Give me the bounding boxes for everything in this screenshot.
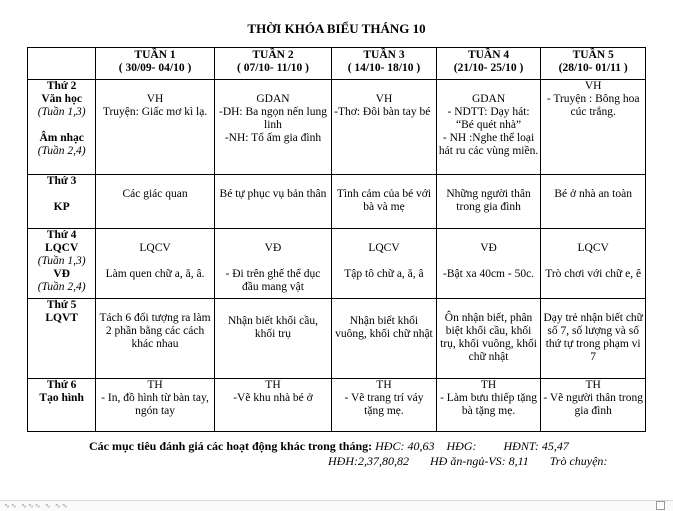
schedule-cell: TH - Vẽ người thân trong gia đình (541, 379, 646, 432)
schedule-cell: VH -Thơ: Đôi bàn tay bé (332, 80, 437, 175)
schedule-cell: LQCV Trò chơi với chữ e, ê (541, 229, 646, 299)
schedule-cell: GDAN -DH: Ba ngọn nến lung linh -NH: Tổ ấm gia đình (214, 80, 331, 175)
schedule-cell: Tình cảm của bé với bà và mẹ (332, 175, 437, 229)
schedule-cell: LQCV Tập tô chữ a, ă, â (332, 229, 437, 299)
schedule-cell: VĐ -Bật xa 40cm - 50c. (436, 229, 541, 299)
footer-objectives-line2 (328, 454, 625, 469)
footer-hdg: HĐG: (446, 439, 477, 453)
schedule-cell: TH - In, đồ hình từ bàn tay, ngón tay (96, 379, 214, 432)
footer-hdh: HĐH:2,37,80,82 (328, 454, 409, 468)
footer-hdnt: HĐNT: 45,47 (503, 439, 569, 453)
schedule-cell: TH - Vẽ trang trí váy tặng mẹ. (332, 379, 437, 432)
schedule-table (27, 47, 646, 432)
week-header: TUẦN 5 (28/10- 01/11 ) (541, 48, 646, 80)
status-bar-text-icon: ∿∿ ∿∿∿ ∿ ∿∿ (4, 502, 69, 510)
row-header: Thứ 4 LQCV (Tuần 1,3) VĐ (Tuần 2,4) (28, 229, 96, 299)
schedule-cell: VH - Truyện : Bông hoa cúc trắng. (541, 80, 646, 175)
row-header: Thứ 3 KP (28, 175, 96, 229)
footer-lead: Các mục tiêu đánh giá các hoạt động khác trong tháng: (89, 439, 373, 453)
table-row (28, 229, 646, 299)
table-row (28, 80, 646, 175)
schedule-cell: GDAN - NDTT: Dạy hát: “Bé quét nhà” - NH :Nghe thể loại hát ru các vùng miền. (436, 80, 541, 175)
row-header: Thứ 6 Tạo hình (28, 379, 96, 432)
row-header: Thứ 2 Văn học (Tuần 1,3) Âm nhạc (Tuần 2,4) (28, 80, 96, 175)
resize-grip-icon[interactable] (656, 501, 665, 510)
table-header-row (28, 48, 646, 80)
schedule-cell: Bé tự phục vụ bản thân (214, 175, 331, 229)
page-title: THỜI KHÓA BIỂU THÁNG 10 (247, 21, 426, 36)
table-row (28, 299, 646, 379)
table-row (28, 379, 646, 432)
footer-objectives (89, 439, 569, 454)
schedule-cell: TH -Vẽ khu nhà bé ở (214, 379, 331, 432)
schedule-cell: Bé ở nhà an toàn (541, 175, 646, 229)
week-header: TUẦN 3 ( 14/10- 18/10 ) (332, 48, 437, 80)
week-header: TUẦN 2 ( 07/10- 11/10 ) (214, 48, 331, 80)
footer-tro-chuyen: Trò chuyện: (549, 454, 608, 468)
schedule-cell: Ôn nhận biết, phân biệt khối cầu, khối trụ, khối vuông, khối chữ nhật (436, 299, 541, 379)
row-header: Thứ 5 LQVT (28, 299, 96, 379)
schedule-cell: Nhận biết khối cầu, khối trụ (214, 299, 331, 379)
week-header: TUẦN 4 (21/10- 25/10 ) (436, 48, 541, 80)
footer-hdc: HĐC: 40,63 (375, 439, 435, 453)
schedule-cell: Những người thân trong gia đình (436, 175, 541, 229)
schedule-cell: Dạy trẻ nhận biết chữ số 7, số lượng và số thứ tự trong phạm vi 7 (541, 299, 646, 379)
status-bar (0, 500, 673, 511)
footer-hd-an: HĐ ăn-ngủ-VS: 8,11 (430, 454, 529, 468)
schedule-cell: VH Truyện: Giấc mơ kì lạ. (96, 80, 214, 175)
schedule-cell: VĐ - Đi trên ghế thể dục đầu mang vật (214, 229, 331, 299)
schedule-cell: Tách 6 đối tượng ra làm 2 phần bằng các cách khác nhau (96, 299, 214, 379)
schedule-cell: TH - Làm bưu thiếp tặng bà tặng mẹ. (436, 379, 541, 432)
schedule-cell: LQCV Làm quen chữ a, ă, â. (96, 229, 214, 299)
schedule-cell: Nhận biết khối vuông, khối chữ nhật (332, 299, 437, 379)
schedule-cell: Các giác quan (96, 175, 214, 229)
week-header: TUẦN 1 ( 30/09- 04/10 ) (96, 48, 214, 80)
corner-cell (28, 48, 96, 80)
table-row (28, 175, 646, 229)
